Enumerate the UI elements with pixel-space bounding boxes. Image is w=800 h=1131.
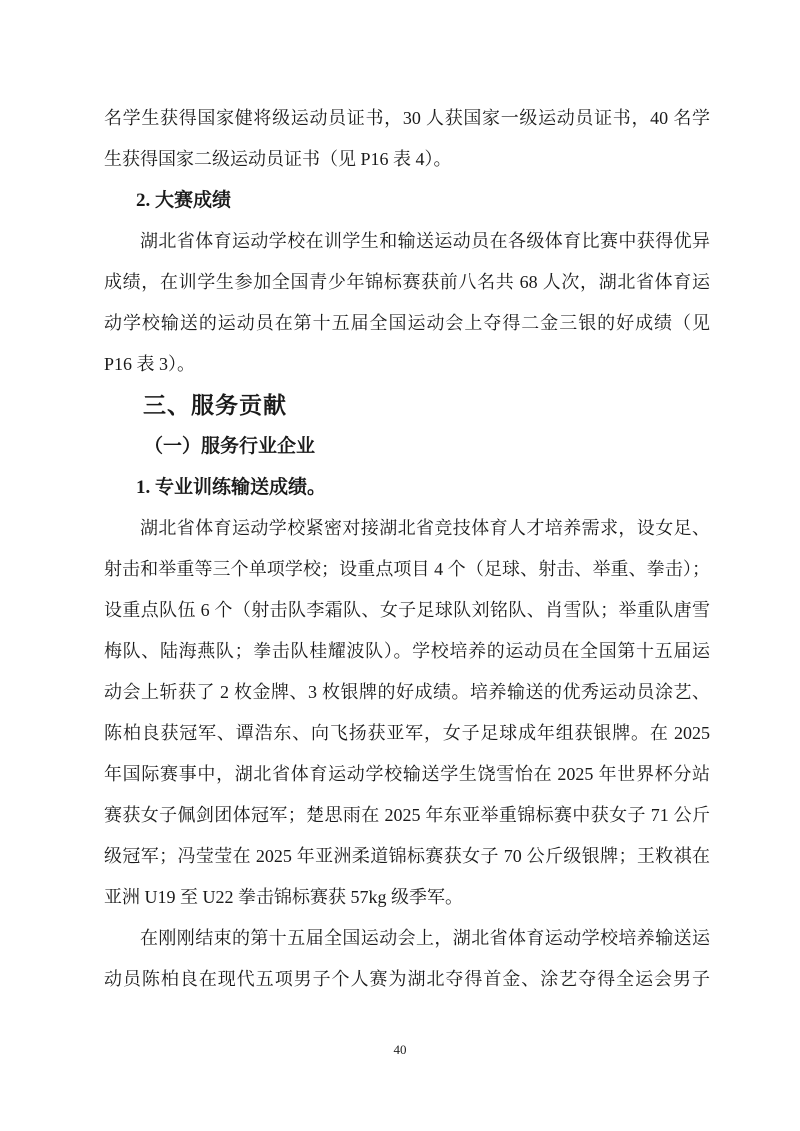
text-line: 梅队、陆海燕队；拳击队桂耀波队）。学校培养的运动员在全国第十五届运 bbox=[104, 641, 710, 661]
section-heading: 2. 大赛成绩 bbox=[136, 190, 232, 211]
text-line: 名学生获得国家健将级运动员证书，30 人获国家一级运动员证书，40 名学 bbox=[104, 108, 710, 128]
text-line: 生获得国家二级运动员证书（见 P16 表 4）。 bbox=[104, 149, 452, 169]
text-line: 设重点队伍 6 个（射击队李霜队、女子足球队刘铭队、肖雪队；举重队唐雪 bbox=[104, 600, 710, 620]
text-line: 年国际赛事中，湖北省体育运动学校输送学生饶雪怡在 2025 年世界杯分站 bbox=[104, 764, 710, 784]
section-heading: 三、服务贡献 bbox=[143, 392, 287, 418]
text-line: 在刚刚结束的第十五届全国运动会上，湖北省体育运动学校培养输送运 bbox=[140, 928, 710, 948]
page-number: 40 bbox=[393, 1042, 407, 1057]
text-line: 亚洲 U19 至 U22 拳击锦标赛获 57kg 级季军。 bbox=[104, 887, 463, 907]
section-heading: （一）服务行业企业 bbox=[144, 436, 316, 457]
text-line: 湖北省体育运动学校在训学生和输送运动员在各级体育比赛中获得优异 bbox=[140, 231, 710, 251]
text-line: 陈柏良获冠军、谭浩东、向飞扬获亚军，女子足球成年组获银牌。在 2025 bbox=[104, 723, 710, 743]
text-line: 湖北省体育运动学校紧密对接湖北省竞技体育人才培养需求，设女足、 bbox=[140, 518, 710, 538]
text-line: 动会上斩获了 2 枚金牌、3 枚银牌的好成绩。培养输送的优秀运动员涂艺、 bbox=[104, 682, 710, 702]
text-line: 射击和举重等三个单项学校；设重点项目 4 个（足球、射击、举重、拳击）； bbox=[104, 559, 710, 579]
section-heading: 1. 专业训练输送成绩。 bbox=[136, 477, 327, 498]
text-line: 成绩，在训学生参加全国青少年锦标赛获前八名共 68 人次，湖北省体育运 bbox=[104, 272, 710, 292]
text-line: P16 表 3）。 bbox=[104, 354, 196, 374]
text-line: 动员陈柏良在现代五项男子个人赛为湖北夺得首金、涂艺夺得全运会男子 bbox=[104, 969, 710, 989]
text-line: 级冠军；冯莹莹在 2025 年亚洲柔道锦标赛获女子 70 公斤级银牌；王敉祺在 bbox=[104, 846, 710, 866]
text-line: 动学校输送的运动员在第十五届全国运动会上夺得二金三银的好成绩（见 bbox=[104, 313, 710, 333]
document-body bbox=[104, 98, 710, 1000]
page-footer bbox=[0, 1040, 800, 1060]
text-line: 赛获女子佩剑团体冠军；楚思雨在 2025 年东亚举重锦标赛中获女子 71 公斤 bbox=[104, 805, 710, 825]
